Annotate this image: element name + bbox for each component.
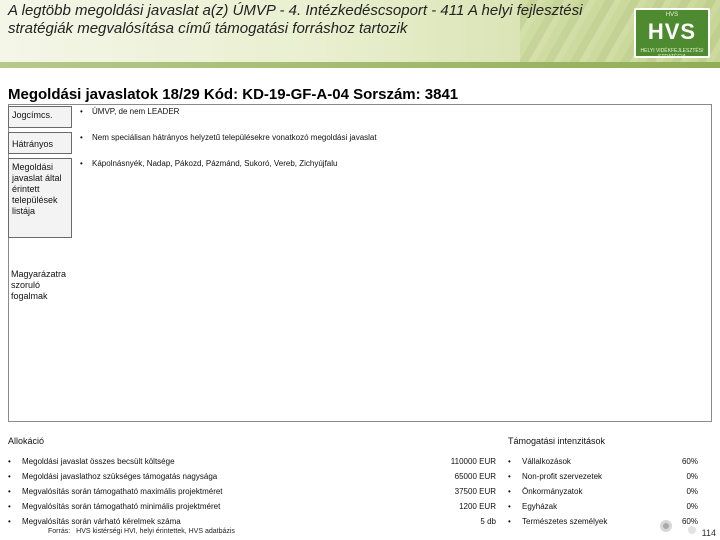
support-value: 60%	[681, 517, 698, 526]
source-text: HVS kistérségi HVI, helyi érintettek, HVS adatbázis	[76, 528, 235, 535]
allocation-row	[8, 499, 496, 514]
support-label: Egyházak	[522, 502, 558, 511]
bullet-icon: •	[8, 502, 11, 511]
bullet-icon: •	[508, 472, 511, 481]
source-label: Forrás:	[48, 528, 71, 535]
allocation-label: Megvalósítás során várható kérelmek száma	[22, 517, 181, 526]
bullet-icon: •	[508, 457, 511, 466]
row-telepulesek-text	[80, 159, 337, 168]
allocation-label: Megoldási javaslat összes becsült költsége	[22, 457, 175, 466]
logo-subtitle: HELYI VIDÉKFEJLESZTÉSI STRATÉGIA	[640, 48, 704, 60]
row-hatranyos-text	[80, 133, 377, 142]
allocation-row	[8, 514, 496, 529]
allocation-list	[8, 454, 496, 529]
logo-small-text: HVS	[665, 12, 679, 18]
label-telepulesek: Megoldási javaslat által érintett települések listája	[8, 158, 72, 238]
bullet-icon: •	[508, 517, 511, 526]
bullet-icon: •	[80, 107, 83, 116]
hatranyos-value: Nem speciálisan hátrányos helyzetű településekre vonatkozó megoldási javaslat	[92, 133, 377, 142]
allocation-label: Megoldási javaslathoz szükséges támogatás nagysága	[22, 472, 218, 481]
allocation-value: 37500 EUR	[454, 487, 496, 496]
bullet-icon: •	[8, 487, 11, 496]
allocation-value: 65000 EUR	[454, 472, 496, 481]
bullet-icon: •	[8, 472, 11, 481]
support-label: Non-profit szervezetek	[522, 472, 603, 481]
page-header-title: A legtöbb megoldási javaslat a(z) ÚMVP - 4. Intézkedéscsoport - 411 A helyi fejlesztési stratégiák megvalósítása című támogatási forráshoz tartozik	[8, 2, 583, 37]
bullet-icon: •	[80, 159, 83, 168]
allocation-row	[8, 454, 496, 469]
bullet-icon: •	[508, 502, 511, 511]
support-value: 0%	[686, 487, 698, 496]
bullet-icon: •	[508, 487, 511, 496]
allocation-value: 5 db	[480, 517, 496, 526]
hvs-logo	[634, 8, 710, 58]
header-divider	[0, 62, 720, 68]
support-row	[508, 484, 698, 499]
support-label: Vállalkozások	[522, 457, 571, 466]
allocation-label: Megvalósítás során támogatható maximális projektméret	[22, 487, 223, 496]
support-row	[508, 469, 698, 484]
support-value: 0%	[686, 472, 698, 481]
page-number: 114	[701, 528, 716, 538]
support-label: Önkormányzatok	[522, 487, 583, 496]
allocation-row	[8, 484, 496, 499]
support-title: Támogatási intenzitások	[508, 436, 606, 446]
logo-text: HVS	[647, 19, 697, 44]
allocation-value: 1200 EUR	[459, 502, 496, 511]
source-note	[48, 528, 241, 535]
allocation-title: Allokáció	[8, 436, 45, 446]
label-hatranyos: Hátrányos	[8, 132, 72, 154]
header-banner	[0, 0, 720, 62]
bullet-icon: •	[8, 517, 11, 526]
support-row	[508, 454, 698, 469]
jogcimcs-value: ÚMVP, de nem LEADER	[92, 107, 180, 116]
allocation-value: 110000 EUR	[450, 457, 496, 466]
support-value: 0%	[686, 502, 698, 511]
details-box	[8, 104, 712, 422]
bullet-icon: •	[8, 457, 11, 466]
bullet-icon: •	[80, 133, 83, 142]
allocation-row	[8, 469, 496, 484]
row-jogcimcs-text	[80, 107, 179, 116]
support-label: Természetes személyek	[522, 517, 608, 526]
allocation-label: Megvalósítás során támogatható minimális projektméret	[22, 502, 221, 511]
label-jogcimcs: Jogcímcs.	[8, 106, 72, 128]
section-title: Megoldási javaslatok 18/29 Kód: KD-19-GF-A-04 Sorszám: 3841	[8, 86, 459, 103]
support-value: 60%	[681, 457, 698, 466]
label-fogalmak: Magyarázatra szoruló fogalmak	[11, 269, 67, 301]
telepulesek-value: Kápolnásnyék, Nadap, Pákozd, Pázmánd, Sukoró, Vereb, Zichyújfalu	[92, 159, 338, 168]
